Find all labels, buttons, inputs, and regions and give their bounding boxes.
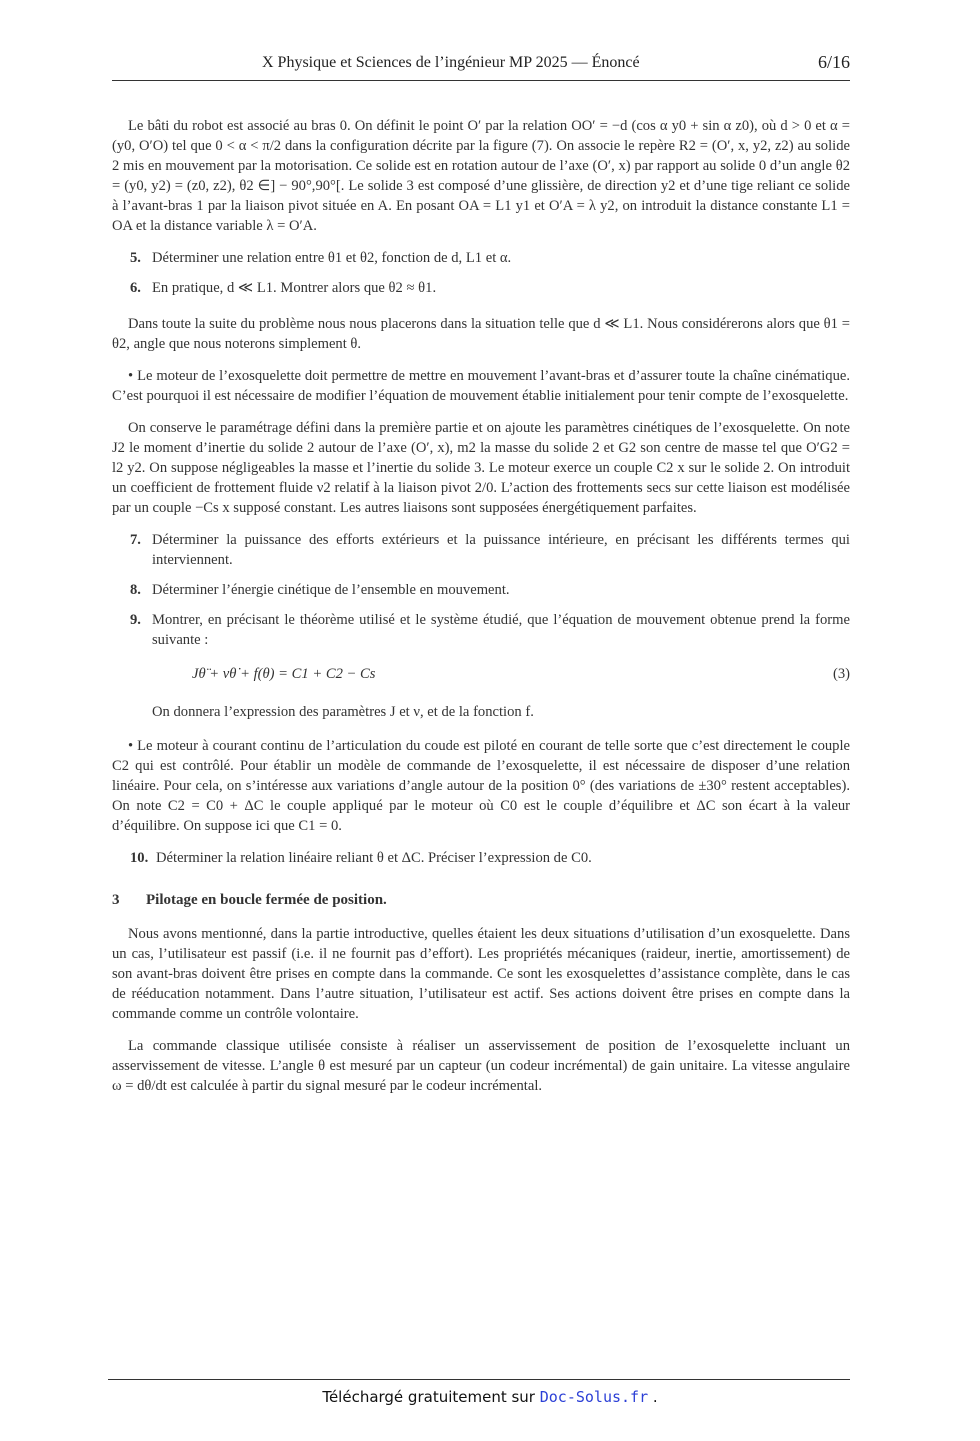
question-number: 8.	[130, 582, 141, 598]
page-number: 6/16	[817, 52, 850, 72]
bullet-icon: •	[128, 738, 134, 754]
question-number: 7.	[130, 532, 141, 548]
section3-paragraph-2: La commande classique utilisée consiste à réaliser un asservissement de position de l’exosquelette incluant un asservissement de vitesse. L’angle θ est mesuré par un capteur (un codeur incrémental) de gain unitaire. La vitesse angulaire ω = dθ/dt est calculée à partir du signal mesuré par le codeur incrémental.	[112, 1038, 850, 1094]
question-text: Déterminer la relation linéaire reliant θ et ΔC. Préciser l’expression de C0.	[156, 850, 592, 866]
bullet-text: Le moteur de l’exosquelette doit permettre de mettre en mouvement l’avant-bras et d’assurer toute la chaîne cinématique. C’est pourquoi il est nécessaire de modifier l’équation de mouvement établie initialement pour tenir compte de l’exosquelette.	[112, 368, 850, 404]
question-8	[130, 580, 850, 600]
equation-tag: (3)	[832, 666, 850, 682]
question-number: 9.	[130, 612, 141, 628]
question-text: Montrer, en précisant le théorème utilisé et le système étudié, que l’équation de mouvement obtenue prend la forme suivante :	[152, 612, 850, 648]
assumption-paragraph: Dans toute la suite du problème nous nous placerons dans la situation telle que d ≪ L1. Nous considérerons alors que θ1 = θ2, angle que nous noterons simplement θ.	[112, 316, 850, 352]
question-text: En pratique, d ≪ L1. Montrer alors que θ2 ≈ θ1.	[152, 280, 437, 296]
question-text: Déterminer la puissance des efforts extérieurs et la puissance intérieure, en précisant les différents termes qui interviennent.	[152, 532, 850, 568]
question-9	[130, 610, 850, 650]
question-text: Déterminer une relation entre θ1 et θ2, fonction de d, L1 et α.	[152, 250, 512, 266]
section-number: 3	[112, 892, 120, 908]
page-header	[112, 52, 850, 81]
bullet-paragraph-motor	[112, 366, 850, 406]
section-heading	[112, 890, 850, 910]
question-number: 6.	[130, 280, 141, 296]
page-footer	[0, 1388, 980, 1406]
question-number: 5.	[130, 250, 141, 266]
footer-prefix: Téléchargé gratuitement sur	[322, 1388, 540, 1406]
intro-paragraph: Le bâti du robot est associé au bras 0. On définit le point O′ par la relation OO′ = −d (cos α y0 + sin α z0), où d > 0 et α = (y0, O′O) tel que 0 < α < π/2 dans la configuration décrite par la figure (7). On associe le repère R2 = (O′, x, y2, z2) au solide 2 mis en mouvement par la motorisation. Ce solide est en rotation autour de l’axe (O′, x) par rapport au solide 0 d’un angle θ2 = (y0, y2) = (z0, z2), θ2 ∈] − 90°,90°[. Le solide 3 est composé d’une glissière, de direction y2 et d’une tige reliant ce solide à l’avant-bras 1 par la liaison pivot située en A. En posant OA = L1 y1 et O′A = λ y2, on introduit la distance constante L1 = OA et la distance variable λ = O′A.	[112, 118, 850, 234]
bullet-text: Le moteur à courant continu de l’articulation du coude est piloté en courant de telle sorte que c’est directement le couple C2 qui est contrôlé. Pour établir un modèle de commande de l’exosquelette, il est nécessaire de disposer d’une relation linéaire. Pour cela, on s’intéresse aux variations d’angle autour de la position 0° (des variations de ±30° restent acceptables). On note C2 = C0 + ΔC le couple appliqué par le moteur où C0 est le couple d’équilibre et ΔC son écart à la valeur d’équilibre. On suppose ici que C1 = 0.	[112, 738, 850, 834]
question-number: 10.	[130, 850, 149, 866]
equation-note: On donnera l’expression des paramètres J et ν, et de la fonction f.	[152, 704, 534, 720]
question-text: Déterminer l’énergie cinétique de l’ensemble en mouvement.	[152, 582, 510, 598]
question-5	[130, 248, 850, 268]
footer-divider	[108, 1379, 850, 1380]
question-10	[130, 848, 850, 868]
bullet-icon: •	[128, 368, 134, 384]
section3-paragraph-1: Nous avons mentionné, dans la partie introductive, quelles étaient les deux situations d’utilisation d’un exosquelette. Dans un cas, l’utilisateur est passif (i.e. il ne fournit pas d’effort). Les propriétés mécaniques (raideur, inertie, amortissement) de son avant-bras doivent être prises en compte dans la commande. Ce sont les exosquelettes d’assistance complète, dans le cas de rééducation notamment. Dans l’autre situation, l’utilisateur est actif. Ses actions doivent être prises en compte dans la commande comme un contrôle volontaire.	[112, 926, 850, 1022]
page	[112, 0, 850, 1441]
doc-solus-link[interactable]: Doc-Solus.fr	[539, 1388, 649, 1406]
question-6	[130, 278, 850, 298]
section-title: Pilotage en boucle fermée de position.	[146, 892, 387, 908]
equation-3	[112, 664, 850, 686]
footer-suffix: .	[648, 1388, 658, 1406]
bullet-paragraph-dc-motor	[112, 736, 850, 836]
question-7	[130, 530, 850, 570]
equation-expression: Jθ̈ + νθ̇ + f(θ) = C1 + C2 − Cs	[192, 666, 376, 682]
parameters-paragraph: On conserve le paramétrage défini dans la première partie et on ajoute les paramètres cinétiques de l’exosquelette. On note J2 le moment d’inertie du solide 2 autour de l’axe (O′, x), m2 la masse du solide 2 et G2 son centre de masse tel que O′G2 = l2 y2. On suppose négligeables la masse et l’inertie du solide 3. Le moteur exerce un couple C2 x sur le solide 2. On introduit un coefficient de frottement fluide ν2 relatif à la liaison pivot 2/0. L’action des frottements secs sur cette liaison est modélisée par un couple −Cs x supposé constant. Les autres liaisons sont supposées énergétiquement parfaites.	[112, 420, 850, 516]
header-title: X Physique et Sciences de l’ingénieur MP 2025 — Énoncé	[262, 54, 640, 71]
page-content	[112, 116, 850, 1108]
